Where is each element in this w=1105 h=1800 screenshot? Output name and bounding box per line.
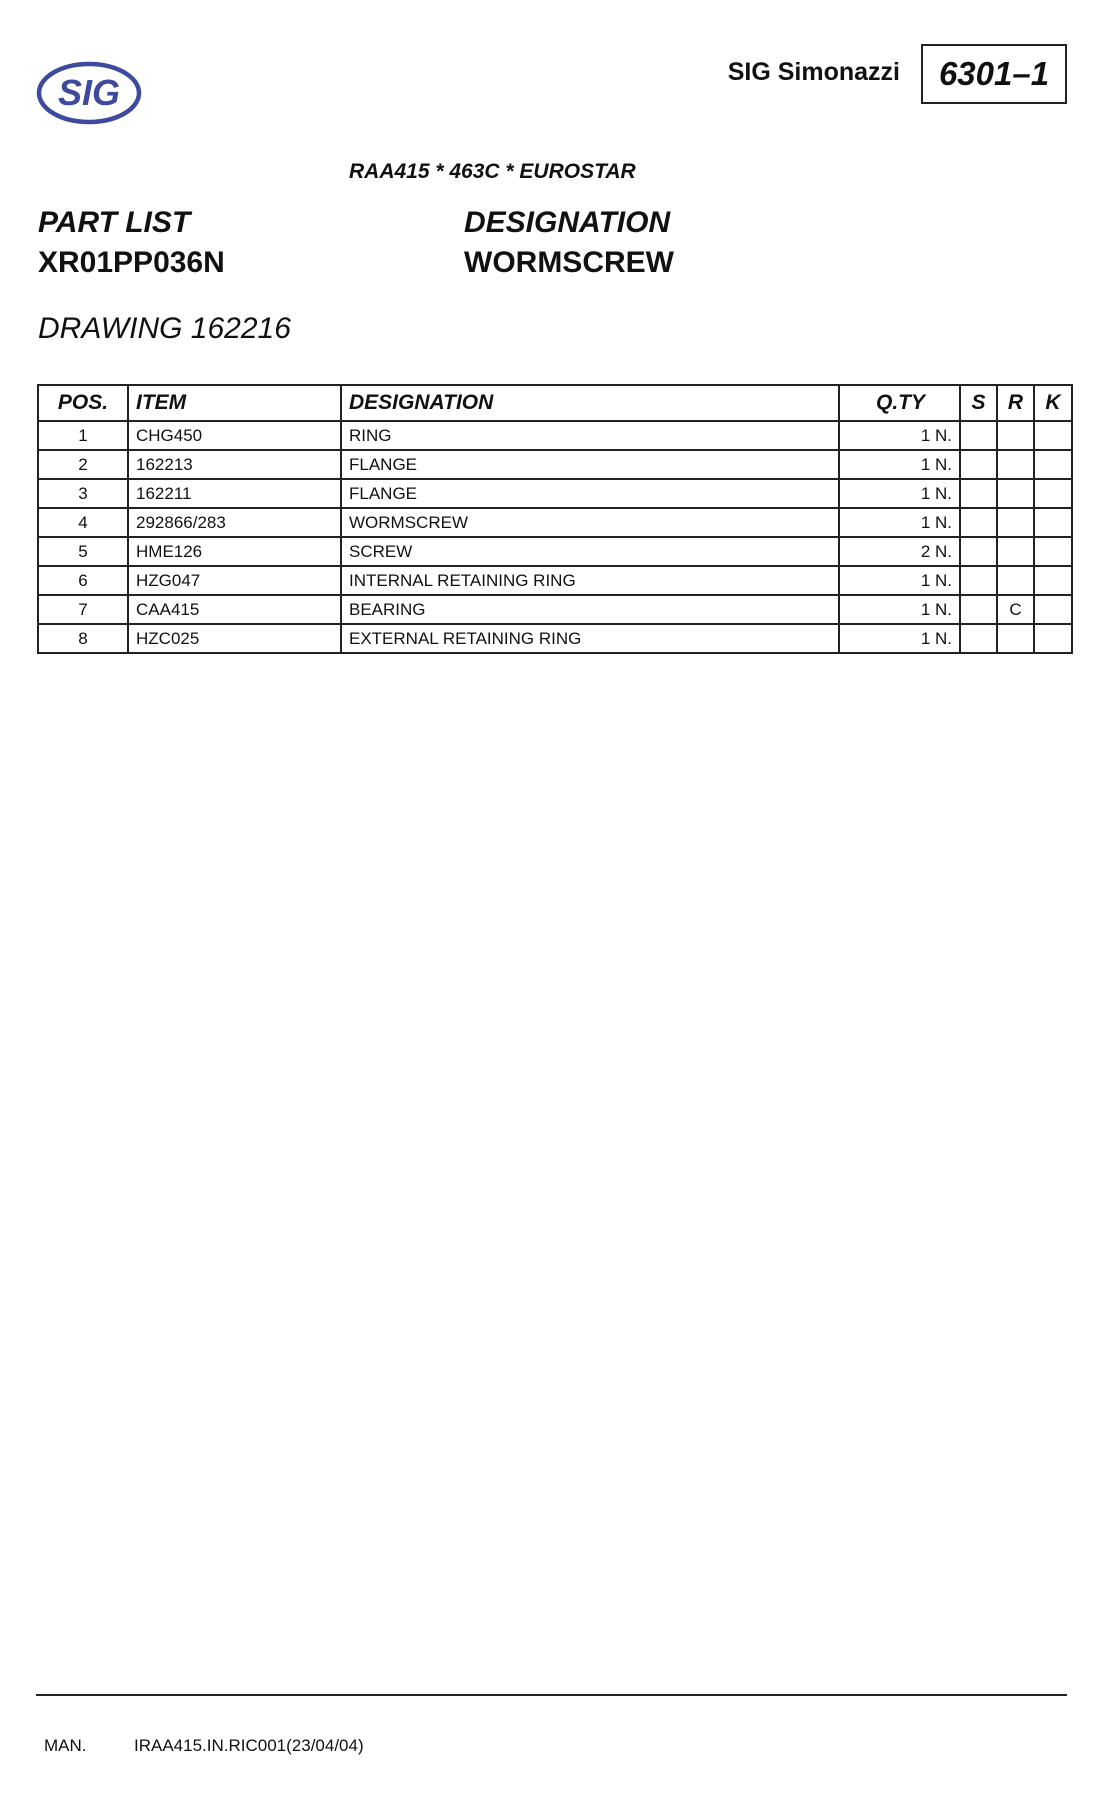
footer-label: MAN. bbox=[44, 1736, 87, 1755]
page-code: 6301–1 bbox=[921, 44, 1067, 104]
cell-s bbox=[960, 566, 997, 595]
sig-logo bbox=[36, 60, 142, 126]
cell-qty: 1 N. bbox=[839, 624, 960, 653]
column-header-qty: Q.TY bbox=[839, 385, 960, 421]
cell-r bbox=[997, 566, 1034, 595]
column-header-s: S bbox=[960, 385, 997, 421]
column-header-pos: POS. bbox=[38, 385, 128, 421]
cell-k bbox=[1034, 450, 1072, 479]
cell-designation: INTERNAL RETAINING RING bbox=[341, 566, 839, 595]
table-row bbox=[38, 508, 1072, 537]
cell-k bbox=[1034, 421, 1072, 450]
cell-s bbox=[960, 624, 997, 653]
cell-qty: 2 N. bbox=[839, 537, 960, 566]
column-header-k: K bbox=[1034, 385, 1072, 421]
footer-reference: IRAA415.IN.RIC001(23/04/04) bbox=[134, 1736, 364, 1755]
column-header-designation: DESIGNATION bbox=[341, 385, 839, 421]
cell-item: HZG047 bbox=[128, 566, 341, 595]
column-header-r: R bbox=[997, 385, 1034, 421]
drawing-number: 162216 bbox=[190, 312, 291, 345]
designation-value: WORMSCREW bbox=[464, 246, 674, 279]
table-row bbox=[38, 566, 1072, 595]
designation-label: DESIGNATION bbox=[464, 206, 671, 239]
cell-qty: 1 N. bbox=[839, 508, 960, 537]
cell-r bbox=[997, 624, 1034, 653]
parts-table bbox=[37, 384, 1073, 654]
company-name: SIG Simonazzi bbox=[727, 58, 900, 86]
table-header-row bbox=[38, 385, 1072, 421]
table-row bbox=[38, 450, 1072, 479]
cell-s bbox=[960, 450, 997, 479]
cell-s bbox=[960, 508, 997, 537]
cell-qty: 1 N. bbox=[839, 450, 960, 479]
cell-qty: 1 N. bbox=[839, 421, 960, 450]
sig-logo-icon bbox=[36, 60, 142, 126]
cell-pos: 2 bbox=[38, 450, 128, 479]
cell-designation: RING bbox=[341, 421, 839, 450]
machine-model: RAA415 * 463C * EUROSTAR bbox=[349, 160, 636, 183]
cell-item: 292866/283 bbox=[128, 508, 341, 537]
cell-pos: 7 bbox=[38, 595, 128, 624]
cell-r: C bbox=[997, 595, 1034, 624]
drawing-reference bbox=[38, 312, 291, 346]
cell-r bbox=[997, 508, 1034, 537]
cell-qty: 1 N. bbox=[839, 566, 960, 595]
logo-text: SIG bbox=[57, 72, 121, 113]
cell-qty: 1 N. bbox=[839, 479, 960, 508]
part-list-label: PART LIST bbox=[38, 206, 191, 239]
cell-item: CHG450 bbox=[128, 421, 341, 450]
cell-item: CAA415 bbox=[128, 595, 341, 624]
cell-pos: 4 bbox=[38, 508, 128, 537]
cell-r bbox=[997, 537, 1034, 566]
table-row bbox=[38, 595, 1072, 624]
cell-k bbox=[1034, 624, 1072, 653]
cell-pos: 8 bbox=[38, 624, 128, 653]
cell-k bbox=[1034, 537, 1072, 566]
cell-k bbox=[1034, 566, 1072, 595]
cell-k bbox=[1034, 595, 1072, 624]
cell-s bbox=[960, 595, 997, 624]
cell-pos: 5 bbox=[38, 537, 128, 566]
cell-designation: FLANGE bbox=[341, 479, 839, 508]
cell-qty: 1 N. bbox=[839, 595, 960, 624]
cell-r bbox=[997, 450, 1034, 479]
cell-s bbox=[960, 421, 997, 450]
cell-s bbox=[960, 537, 997, 566]
table-row bbox=[38, 624, 1072, 653]
cell-s bbox=[960, 479, 997, 508]
cell-k bbox=[1034, 508, 1072, 537]
cell-k bbox=[1034, 479, 1072, 508]
cell-r bbox=[997, 421, 1034, 450]
cell-designation: BEARING bbox=[341, 595, 839, 624]
part-list-code: XR01PP036N bbox=[38, 246, 225, 279]
footer-divider bbox=[36, 1694, 1067, 1696]
cell-item: HME126 bbox=[128, 537, 341, 566]
column-header-item: ITEM bbox=[128, 385, 341, 421]
cell-designation: EXTERNAL RETAINING RING bbox=[341, 624, 839, 653]
cell-item: 162213 bbox=[128, 450, 341, 479]
table-row bbox=[38, 479, 1072, 508]
cell-pos: 6 bbox=[38, 566, 128, 595]
cell-designation: FLANGE bbox=[341, 450, 839, 479]
cell-item: 162211 bbox=[128, 479, 341, 508]
cell-pos: 3 bbox=[38, 479, 128, 508]
cell-pos: 1 bbox=[38, 421, 128, 450]
cell-designation: SCREW bbox=[341, 537, 839, 566]
table-row bbox=[38, 421, 1072, 450]
cell-designation: WORMSCREW bbox=[341, 508, 839, 537]
cell-item: HZC025 bbox=[128, 624, 341, 653]
cell-r bbox=[997, 479, 1034, 508]
drawing-label: DRAWING bbox=[38, 312, 183, 345]
table-row bbox=[38, 537, 1072, 566]
